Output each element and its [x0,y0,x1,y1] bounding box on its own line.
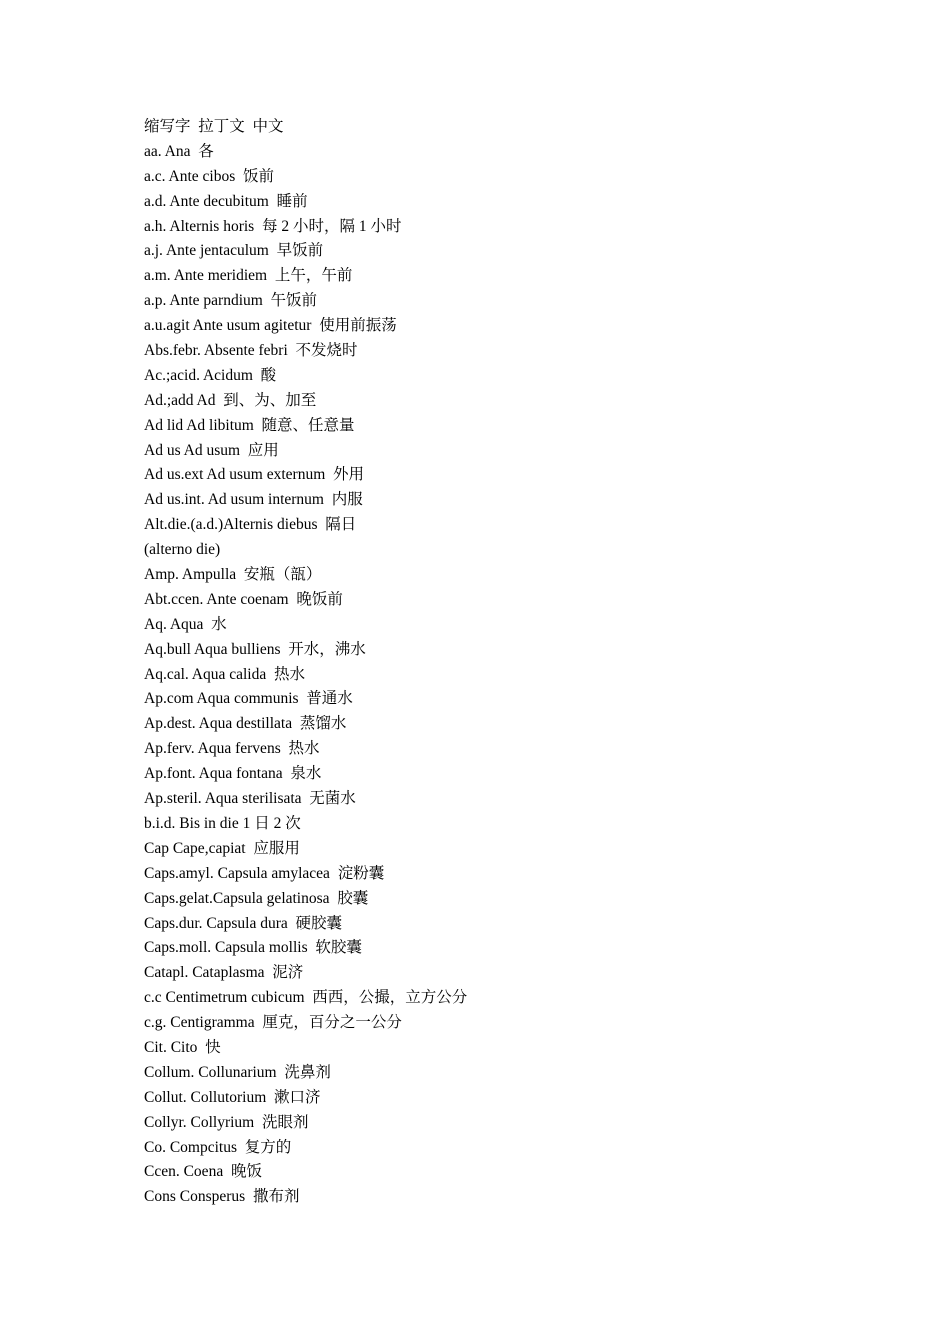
list-item: Ad us.int. Ad usum internum 内服 [144,491,363,509]
list-item: Cons Consperus 撒布剂 [144,1188,300,1206]
list-item: Ap.steril. Aqua sterilisata 无菌水 [144,790,356,808]
list-item: Ad.;add Ad 到、为、加至 [144,391,317,409]
list-item: Ap.dest. Aqua destillata 蒸馏水 [144,715,347,733]
list-header: 缩写字 拉丁文 中文 [144,118,284,135]
list-item: a.j. Ante jentaculum 早饭前 [144,242,324,260]
list-item: a.c. Ante cibos 饭前 [144,167,275,185]
list-item: Ap.ferv. Aqua fervens 热水 [144,740,320,758]
list-item: a.p. Ante parndium 午饭前 [144,292,318,310]
list-item-continuation: (alterno die) [144,541,221,559]
list-item: Amp. Ampulla 安瓶（瓿） [144,566,322,584]
list-item: Aq.cal. Aqua calida 热水 [144,665,305,683]
list-item: Aq.bull Aqua bulliens 开水，沸水 [144,640,366,658]
list-item: Collyr. Collyrium 洗眼剂 [144,1113,309,1131]
list-item: b.i.d. Bis in die 1 日 2 次 [144,814,301,832]
list-item: Collum. Collunarium 洗鼻剂 [144,1063,331,1081]
list-item: Caps.gelat.Capsula gelatinosa 胶囊 [144,889,369,907]
list-item: Ac.;acid. Acidum 酸 [144,366,277,384]
list-item: Aq. Aqua 水 [144,615,227,633]
list-item: Ap.com Aqua communis 普通水 [144,690,353,708]
list-item: a.m. Ante meridiem 上午，午前 [144,267,353,285]
list-item: Ap.font. Aqua fontana 泉水 [144,765,322,783]
list-item: Ad us.ext Ad usum externum 外用 [144,466,364,484]
list-item: Abs.febr. Absente febri 不发烧时 [144,342,358,360]
list-item: Co. Compcitus 复方的 [144,1138,292,1156]
list-item: Collut. Collutorium 漱口济 [144,1088,321,1106]
list-item: a.u.agit Ante usum agitetur 使用前振荡 [144,317,397,335]
list-item: c.g. Centigramma 厘克，百分之一公分 [144,1014,402,1032]
list-item: Ad us Ad usum 应用 [144,441,279,459]
list-item: a.h. Alternis horis 每 2 小时，隔 1 小时 [144,217,402,235]
list-item: Ccen. Coena 晚饭 [144,1163,262,1181]
list-item: a.d. Ante decubitum 睡前 [144,192,308,210]
list-item: Caps.amyl. Capsula amylacea 淀粉囊 [144,864,385,882]
list-item: Catapl. Cataplasma 泥济 [144,964,304,982]
list-item: Ad lid Ad libitum 随意、任意量 [144,416,355,434]
list-item: c.c Centimetrum cubicum 西西，公撮，立方公分 [144,989,468,1007]
list-item: Abt.ccen. Ante coenam 晚饭前 [144,590,343,608]
list-item: Caps.moll. Capsula mollis 软胶囊 [144,939,362,957]
list-item: Alt.die.(a.d.)Alternis diebus 隔日 [144,516,357,534]
list-item: Cap Cape,capiat 应服用 [144,839,300,857]
list-item: Caps.dur. Capsula dura 硬胶囊 [144,914,343,932]
abbreviation-list [144,115,904,1210]
list-item: Cit. Cito 快 [144,1038,221,1056]
list-item: aa. Ana 各 [144,142,214,160]
